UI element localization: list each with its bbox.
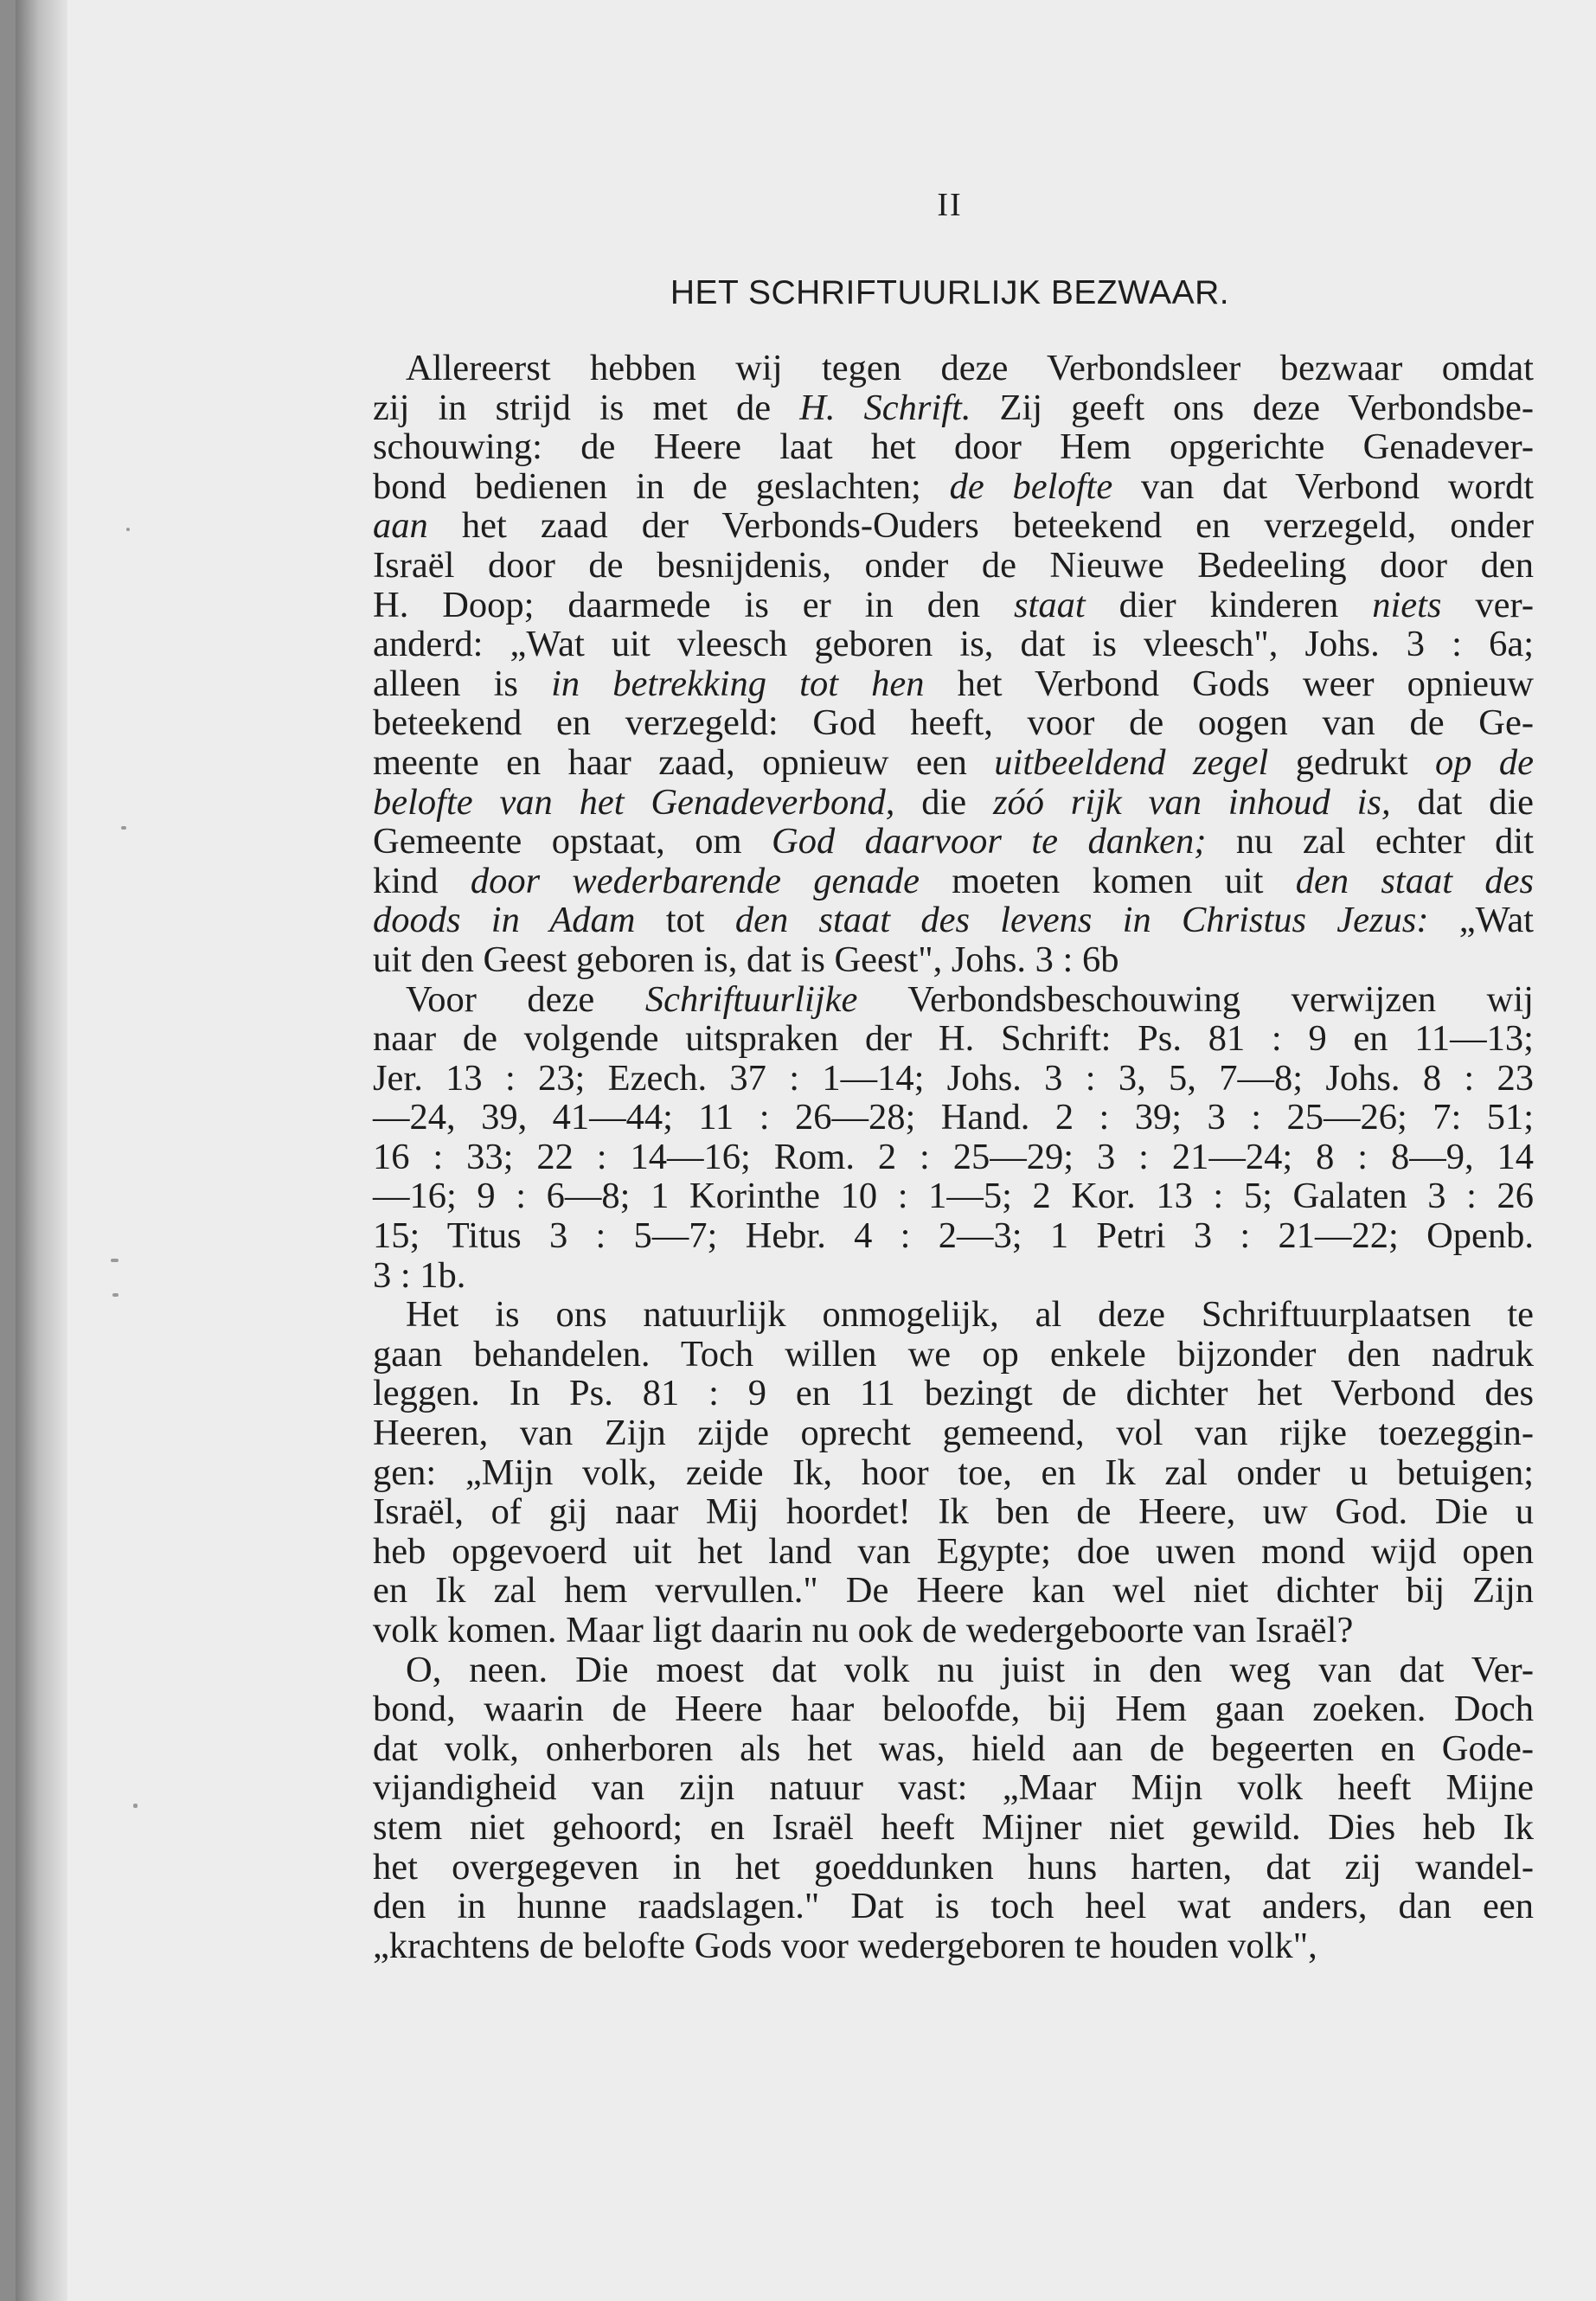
text-run: volk komen. Maar ligt daarin nu ook de wedergeboorte van Israël? — [373, 1610, 1354, 1650]
text-line — [340, 862, 1534, 901]
text-line — [340, 1611, 1534, 1650]
text-run: den in hunne raadslagen." Dat is toch heel wat anders, dan een — [373, 1886, 1534, 1927]
text-run: vijandigheid van zijn natuur vast: „Maar Mijn volk heeft Mijne — [373, 1767, 1534, 1809]
text-run: gen: „Mijn volk, zeide Ik, hoor toe, en Ik zal onder u betuigen; — [373, 1452, 1534, 1493]
text-run: gedrukt — [1268, 741, 1435, 783]
page-content — [340, 186, 1534, 1965]
text-line — [340, 1848, 1534, 1888]
text-line — [340, 1492, 1534, 1532]
text-line — [340, 1926, 1534, 1966]
text-run: zij in strijd is met de — [373, 387, 800, 428]
text-line — [340, 625, 1534, 664]
text-run: beteekend en verzegeld: God heeft, voor de oogen van de Ge- — [373, 702, 1534, 744]
italic-phrase: de belofte — [949, 465, 1113, 507]
italic-phrase: den staat des — [1295, 860, 1534, 901]
text-line — [340, 1571, 1534, 1611]
text-line — [340, 1729, 1534, 1769]
text-run: —16; 9 : 6—8; 1 Korinthe 10 : 1—5; 2 Kor. 13 : 5; Galaten 3 : 26 — [373, 1176, 1534, 1217]
text-line — [340, 427, 1534, 467]
text-line — [340, 664, 1534, 704]
text-line — [340, 1453, 1534, 1493]
text-run: Zij geeft ons deze Verbondsbe- — [971, 387, 1534, 428]
text-run: bond bedienen in de geslachten; — [373, 465, 950, 507]
text-line — [340, 1295, 1534, 1335]
text-run: tot — [635, 900, 735, 941]
chapter-number: II — [937, 187, 963, 223]
text-line — [340, 1689, 1534, 1729]
paragraph — [340, 1295, 1534, 1650]
text-run: Heeren, van Zijn zijde oprecht gemeend, vol van rijke toezeggin- — [373, 1413, 1534, 1454]
paragraph — [340, 1650, 1534, 1966]
text-line — [340, 1019, 1534, 1059]
italic-phrase: belofte van het Genadeverbond, — [373, 781, 895, 823]
text-line — [340, 783, 1534, 823]
text-run: „krachtens de belofte Gods voor wedergeboren te houden volk", — [373, 1925, 1317, 1966]
text-run: Israël, of gij naar Mij hoordet! Ik ben de Heere, uw God. Die u — [373, 1491, 1534, 1533]
text-run: anderd: „Wat uit vleesch geboren is, dat is vleesch", Johs. 3 : 6a; — [373, 624, 1534, 665]
text-run: Voor deze — [406, 978, 645, 1020]
italic-phrase: God daarvoor te danken; — [772, 821, 1207, 862]
text-run: —24, 39, 41—44; 11 : 26—28; Hand. 2 : 39; 3 : 25—26; 7: 51; — [373, 1097, 1534, 1138]
text-run: Israël door de besnijdenis, onder de Nieuwe Bedeeling door den — [373, 544, 1534, 586]
text-run: Gemeente opstaat, om — [373, 821, 772, 862]
text-run: die — [894, 781, 993, 823]
text-line — [340, 1098, 1534, 1138]
text-line — [340, 506, 1534, 546]
text-line — [340, 1650, 1534, 1690]
text-run: Jer. 13 : 23; Ezech. 37 : 1—14; Johs. 3 : 3, 5, 7—8; Johs. 8 : 23 — [373, 1057, 1534, 1099]
text-line — [340, 703, 1534, 743]
text-line — [340, 743, 1534, 783]
text-run: naar de volgende uitspraken der H. Schrift: Ps. 81 : 9 en 11—13; — [373, 1018, 1534, 1060]
text-run: alleen is — [373, 663, 552, 704]
book-page — [16, 0, 1596, 2301]
text-run: H. Doop; daarmede is er in den — [373, 584, 1014, 625]
text-run: dier kinderen — [1085, 584, 1373, 625]
text-line — [340, 901, 1534, 940]
text-line — [340, 1532, 1534, 1572]
page-gutter-shadow — [16, 0, 67, 2301]
text-run: Allereerst hebben wij tegen deze Verbondsleer bezwaar omdat — [406, 348, 1534, 388]
text-run: heb opgevoerd uit het land van Egypte; doe uwen mond wijd open — [373, 1530, 1534, 1572]
text-line — [340, 940, 1534, 980]
text-run: moeten komen uit — [919, 860, 1296, 901]
italic-phrase: op de — [1434, 741, 1535, 783]
text-run: schouwing: de Heere laat het door Hem opgerichte Genadever- — [373, 426, 1534, 468]
text-run: leggen. In Ps. 81 : 9 en 11 bezingt de dichter het Verbond des — [373, 1373, 1534, 1414]
italic-phrase: aan — [373, 505, 428, 547]
paragraph — [340, 980, 1534, 1296]
text-run: bond, waarin de Heere haar beloofde, bij Hem gaan zoeken. Doch — [373, 1689, 1534, 1730]
text-run: dat die — [1390, 781, 1535, 823]
italic-phrase: H. Schrift. — [799, 387, 971, 428]
chapter-title: HET SCHRIFTUURLIJK BEZWAAR. — [670, 274, 1230, 311]
italic-phrase: door wederbarende genade — [470, 860, 920, 901]
text-line — [340, 349, 1534, 388]
text-run: ver- — [1441, 584, 1534, 625]
italic-phrase: in betrekking tot hen — [551, 663, 925, 704]
text-line — [340, 546, 1534, 586]
text-line — [340, 1059, 1534, 1099]
text-run: meente en haar zaad, opnieuw een — [373, 741, 995, 783]
text-line — [340, 1808, 1534, 1848]
text-run: stem niet gehoord; en Israël heeft Mijner niet gewild. Dies heb Ik — [373, 1806, 1534, 1848]
text-line — [340, 1256, 1534, 1296]
italic-phrase: niets — [1372, 584, 1442, 625]
text-run: van dat Verbond wordt — [1112, 465, 1534, 507]
text-line — [340, 1374, 1534, 1413]
text-run: uit den Geest geboren is, dat is Geest", Johs. 3 : 6b — [373, 939, 1119, 980]
text-run: Het is ons natuurlijk onmogelijk, al deze Schriftuurplaatsen te — [406, 1294, 1534, 1336]
text-line — [340, 1768, 1534, 1808]
italic-phrase: den staat des levens in Christus Jezus: — [734, 900, 1429, 941]
text-run: en Ik zal hem vervullen." De Heere kan wel niet dichter bij Zijn — [373, 1570, 1534, 1612]
text-line — [340, 980, 1534, 1020]
text-run: het overgegeven in het goeddunken huns harten, dat zij wandel- — [373, 1846, 1534, 1888]
text-run: nu zal echter dit — [1206, 821, 1535, 862]
paragraph — [340, 349, 1534, 980]
italic-phrase: staat — [1014, 584, 1086, 625]
text-run: Verbondsbeschouwing verwijzen wij — [857, 978, 1534, 1020]
text-run: het Verbond Gods weer opnieuw — [924, 663, 1534, 704]
text-line — [340, 822, 1534, 862]
text-line — [340, 1887, 1534, 1926]
text-line — [340, 388, 1534, 428]
text-run: 3 : 1b. — [373, 1254, 466, 1296]
text-line — [340, 1216, 1534, 1256]
text-run: 15; Titus 3 : 5—7; Hebr. 4 : 2—3; 1 Petri 3 : 21—22; Openb. — [373, 1215, 1534, 1257]
italic-phrase: uitbeeldend zegel — [994, 741, 1269, 783]
text-run: 16 : 33; 22 : 14—16; Rom. 2 : 25—29; 3 : 21—24; 8 : 8—9, 14 — [373, 1136, 1534, 1177]
text-run: dat volk, onherboren als het was, hield aan de begeerten en Gode- — [373, 1727, 1534, 1769]
text-line — [340, 1413, 1534, 1453]
italic-phrase: Schriftuurlijke — [644, 978, 858, 1020]
italic-phrase: zóó rijk van inhoud is, — [992, 781, 1391, 823]
text-line — [340, 1335, 1534, 1375]
text-run: gaan behandelen. Toch willen we op enkele bijzonder den nadruk — [373, 1333, 1534, 1375]
text-line — [340, 1138, 1534, 1177]
text-line — [340, 467, 1534, 507]
text-run: „Wat — [1428, 900, 1534, 941]
text-run: het zaad der Verbonds-Ouders beteekend en verzegeld, onder — [427, 505, 1534, 547]
text-line — [340, 1176, 1534, 1216]
text-run: O, neen. Die moest dat volk nu juist in den weg van dat Ver- — [406, 1649, 1534, 1690]
text-run: kind — [373, 860, 471, 901]
italic-phrase: doods in Adam — [373, 900, 636, 941]
text-line — [340, 586, 1534, 625]
body-text — [340, 349, 1534, 1965]
